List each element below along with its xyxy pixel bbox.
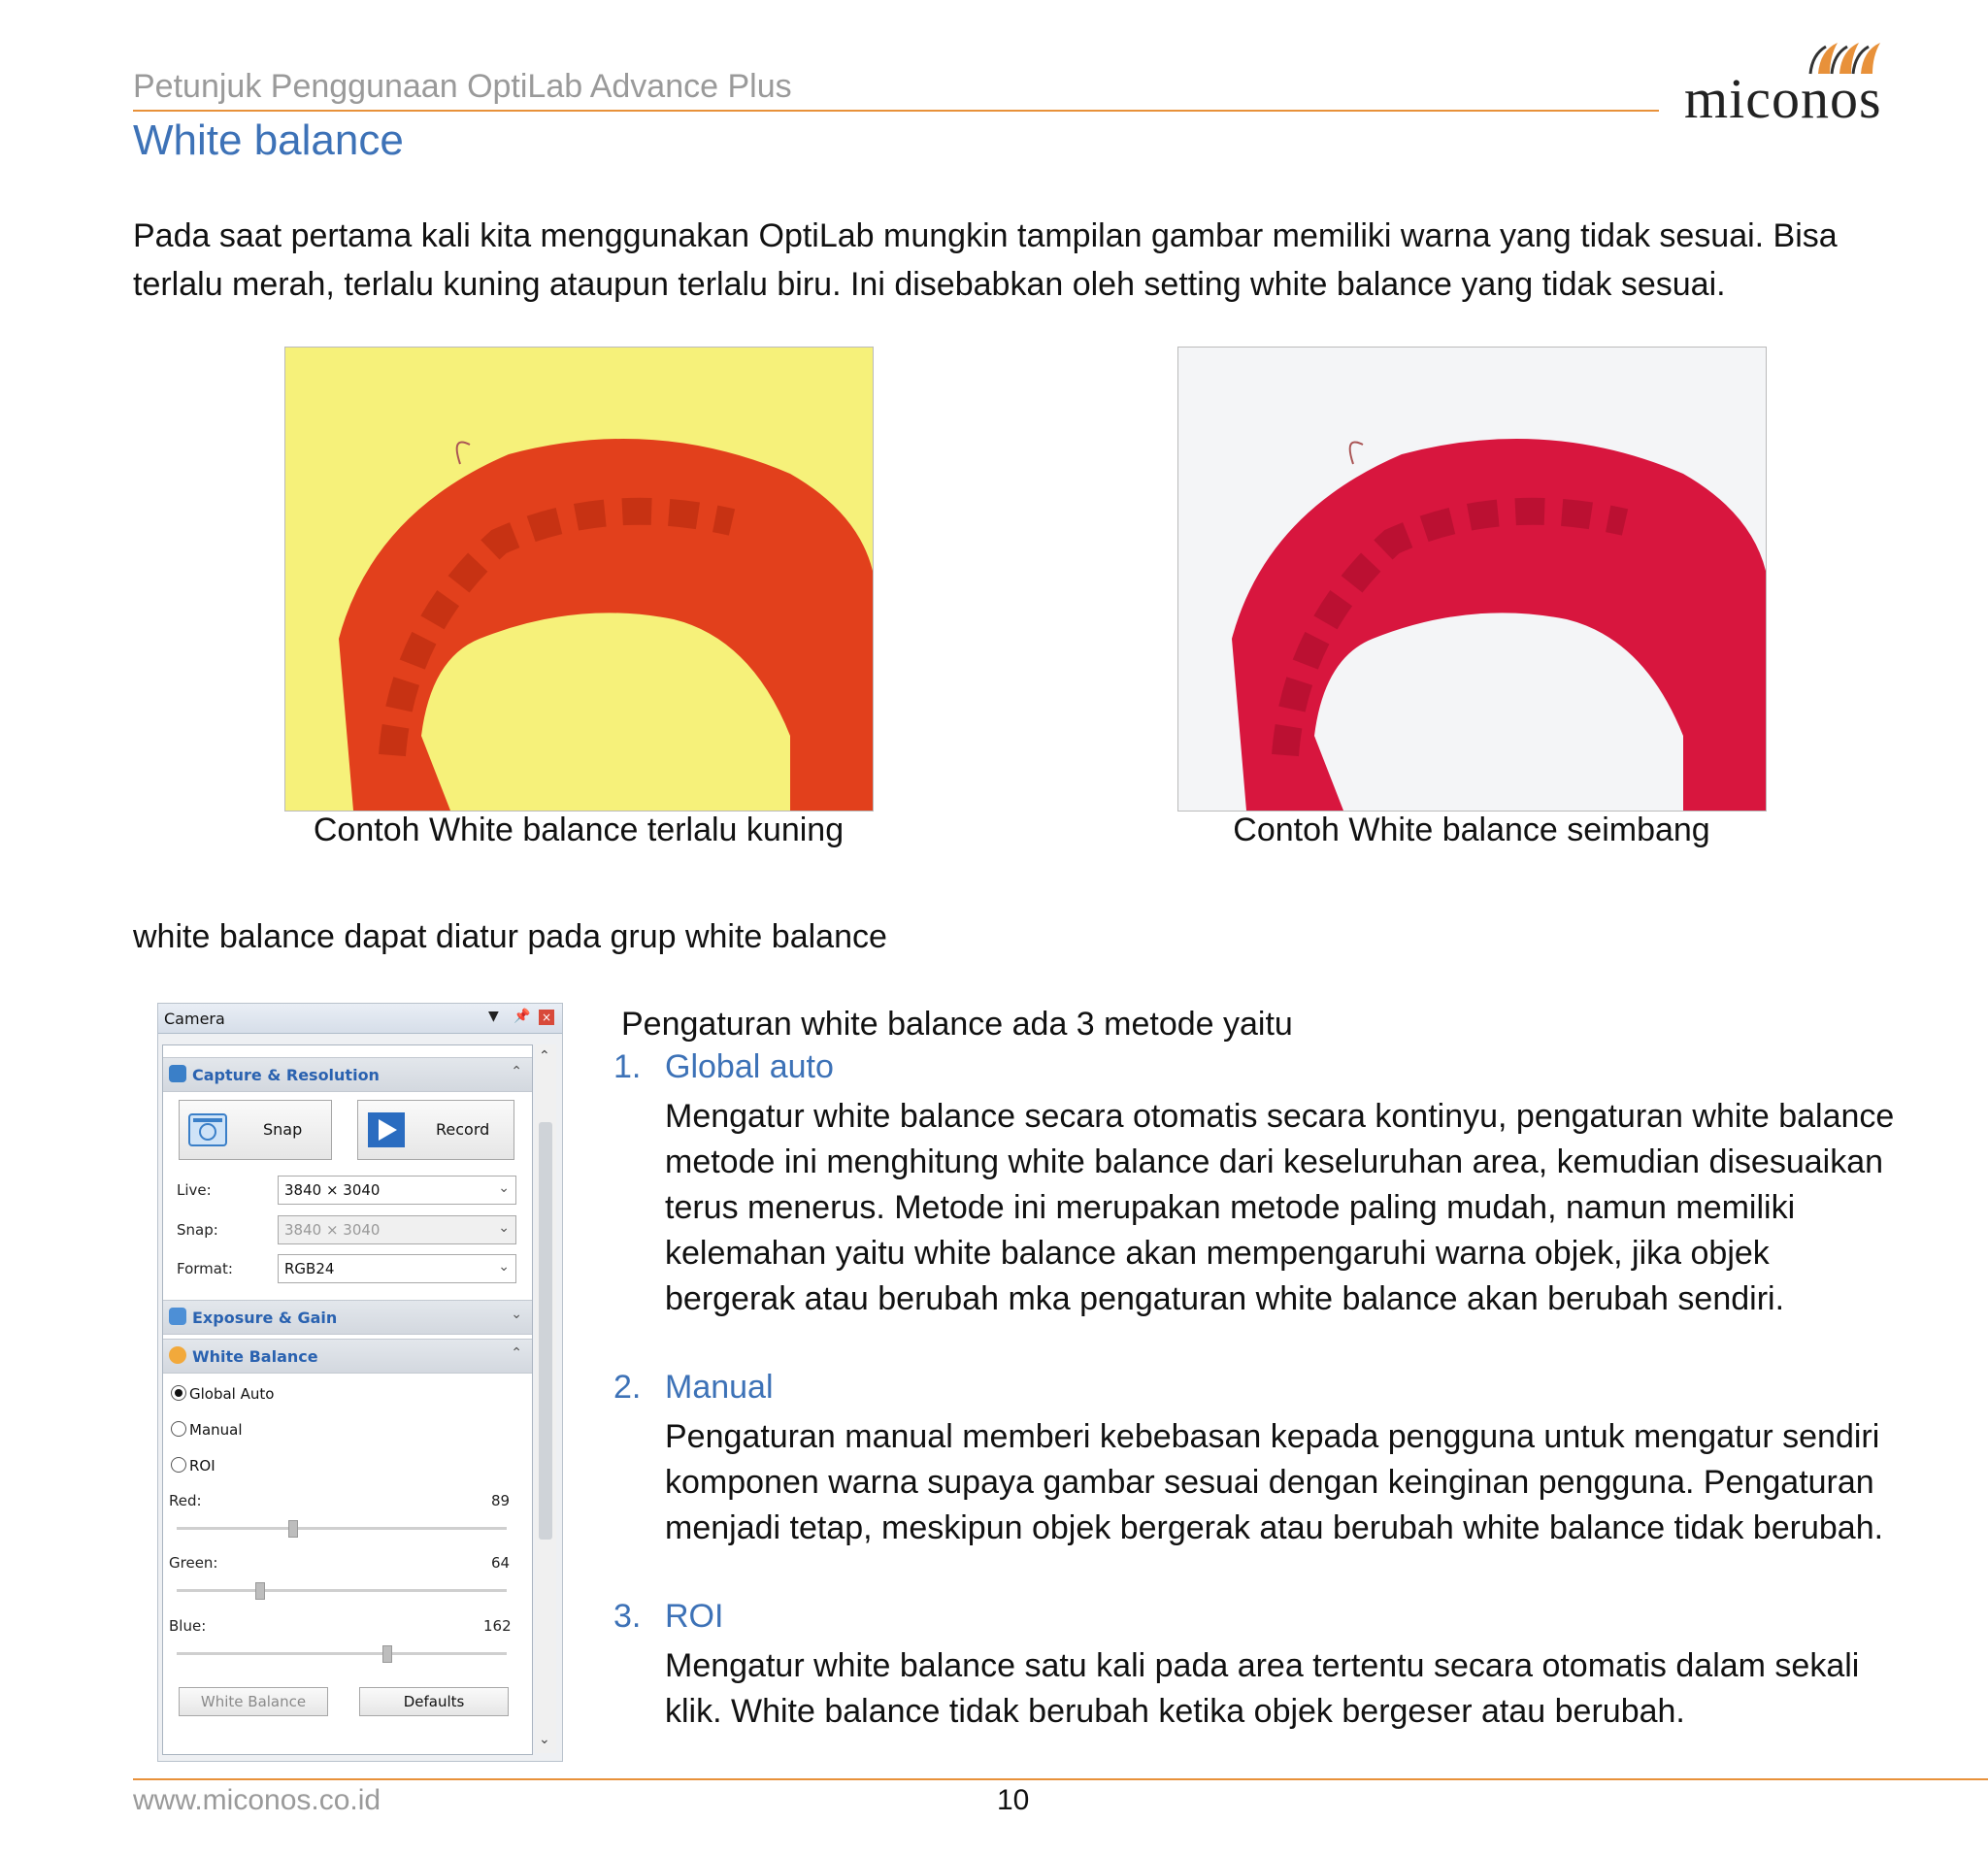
scroll-thumb[interactable] [539, 1122, 552, 1540]
snap-button[interactable] [179, 1100, 332, 1160]
radio-selected-icon [171, 1385, 186, 1401]
snap-resolution-select[interactable] [278, 1215, 516, 1244]
snap-value: 3840 × 3040 [284, 1221, 381, 1239]
panel-title: Camera [164, 1010, 225, 1028]
sun-icon [169, 1346, 186, 1364]
methods-lead: Pengaturan white balance ada 3 metode yaitu [621, 1006, 1293, 1043]
live-label: Live: [177, 1181, 212, 1199]
snap-res-label: Snap: [177, 1221, 218, 1239]
capture-group-header[interactable] [163, 1057, 532, 1092]
green-slider[interactable] [177, 1589, 507, 1592]
method-title: ROI [665, 1598, 724, 1635]
scroll-up-icon[interactable]: ⌃ [539, 1048, 550, 1064]
green-slider-thumb[interactable] [255, 1582, 265, 1600]
defaults-button[interactable]: Defaults [359, 1687, 509, 1716]
exposure-group-header[interactable] [163, 1300, 532, 1335]
white-balance-group-title: White Balance [192, 1347, 318, 1366]
chevron-down-icon: ⌄ [498, 1220, 510, 1236]
radio-empty-icon [171, 1457, 186, 1473]
method-body: Pengaturan manual memberi kebebasan kepada pengguna untuk mengatur sendiri komponen warna supaya gambar sesuai dengan keinginan pengguna. Pengaturan menjadi tetap, meskipun objek bergerak atau berubah white balance tidak berubah. [665, 1418, 1884, 1546]
red-slider-thumb[interactable] [288, 1520, 298, 1538]
aperture-icon [169, 1065, 186, 1082]
section-title: White balance [133, 116, 404, 164]
header-rule [133, 110, 1659, 112]
blue-label: Blue: [169, 1617, 207, 1635]
panel-titlebar [158, 1004, 562, 1034]
footer-rule [133, 1778, 1988, 1780]
snap-label: Snap [263, 1120, 303, 1139]
camera-icon [187, 1110, 230, 1149]
record-label: Record [436, 1120, 490, 1139]
exposure-group-title: Exposure & Gain [192, 1309, 338, 1327]
intro-paragraph: Pada saat pertama kali kita menggunakan OptiLab mungkin tampilan gambar memiliki warna yang tidak sesuai. Bisa terlalu merah, terlalu kuning ataupun terlalu biru. Ini disebabkan oleh setting white balance yang tidak sesuai. [133, 217, 1838, 303]
lead-text: white balance dapat diatur pada grup white balance [133, 918, 887, 955]
live-value: 3840 × 3040 [284, 1181, 381, 1199]
format-value: RGB24 [284, 1260, 335, 1277]
caption-balanced: Contoh White balance seimbang [1233, 812, 1710, 848]
radio-label: Manual [189, 1421, 243, 1439]
method-number: 3. [613, 1598, 642, 1635]
radio-global-auto[interactable] [171, 1385, 274, 1403]
photo-balanced-white [1177, 347, 1767, 812]
logo-text: miconos [1684, 67, 1882, 130]
panel-body [162, 1044, 533, 1755]
white-balance-button[interactable]: White Balance [179, 1687, 328, 1716]
page-number: 10 [997, 1784, 1030, 1816]
radio-label: ROI [189, 1457, 215, 1475]
chevron-down-icon: ⌄ [498, 1180, 510, 1196]
dropdown-icon[interactable]: ▼ [488, 1009, 499, 1024]
format-label: Format: [177, 1260, 233, 1277]
chevron-down-icon: ⌄ [498, 1259, 510, 1275]
header-title: Petunjuk Penggunaan OptiLab Advance Plus [133, 68, 792, 105]
panel-scrollbar[interactable] [535, 1044, 556, 1753]
capture-group-title: Capture & Resolution [192, 1066, 380, 1084]
blue-value: 162 [483, 1617, 512, 1635]
scroll-down-icon[interactable]: ⌄ [539, 1732, 550, 1747]
collapse-chevron-icon[interactable]: ⌃ [511, 1064, 522, 1079]
method-body: Mengatur white balance satu kali pada area tertentu secara otomatis dalam sekali klik. White balance tidak berubah ketika objek bergeser atau berubah. [665, 1647, 1860, 1730]
radio-empty-icon [171, 1421, 186, 1437]
photo-yellow-balance [284, 347, 874, 812]
format-select[interactable] [278, 1254, 516, 1283]
method-title: Global auto [665, 1048, 834, 1085]
white-balance-group-header[interactable] [163, 1339, 532, 1374]
collapse-chevron-icon[interactable]: ⌃ [511, 1345, 522, 1361]
radio-manual[interactable] [171, 1421, 243, 1439]
exposure-icon [169, 1308, 186, 1325]
method-body: Mengatur white balance secara otomatis secara kontinyu, pengaturan white balance metode ini menghitung white balance dari keseluruhan area, kemudian disesuaikan terus menerus. Metode ini merupakan metode paling mudah, namun memiliki kelemahan yaitu white balance akan mempengaruhi warna objek, jika objek bergerak atau berubah mka pengaturan white balance akan berubah sendiri. [665, 1098, 1895, 1317]
caption-yellow: Contoh White balance terlalu kuning [313, 812, 845, 848]
live-resolution-select[interactable] [278, 1176, 516, 1205]
radio-roi[interactable] [171, 1457, 215, 1475]
radio-label: Global Auto [189, 1385, 275, 1403]
pin-icon[interactable]: 📌 [514, 1009, 531, 1024]
red-label: Red: [169, 1492, 202, 1509]
footer-url[interactable]: www.miconos.co.id [133, 1784, 381, 1816]
red-value: 89 [491, 1492, 511, 1509]
blue-slider[interactable] [177, 1652, 507, 1655]
record-button[interactable] [357, 1100, 514, 1160]
method-number: 1. [613, 1048, 642, 1085]
blue-slider-thumb[interactable] [382, 1645, 392, 1663]
expand-chevron-icon[interactable]: ⌄ [511, 1307, 522, 1322]
close-icon[interactable]: × [539, 1010, 554, 1025]
red-slider[interactable] [177, 1527, 507, 1530]
record-play-icon [366, 1110, 409, 1149]
method-number: 2. [613, 1369, 642, 1406]
green-label: Green: [169, 1554, 218, 1572]
method-title: Manual [665, 1369, 774, 1406]
camera-panel [157, 1003, 563, 1762]
miconos-logo [1684, 37, 1907, 130]
green-value: 64 [491, 1554, 511, 1572]
